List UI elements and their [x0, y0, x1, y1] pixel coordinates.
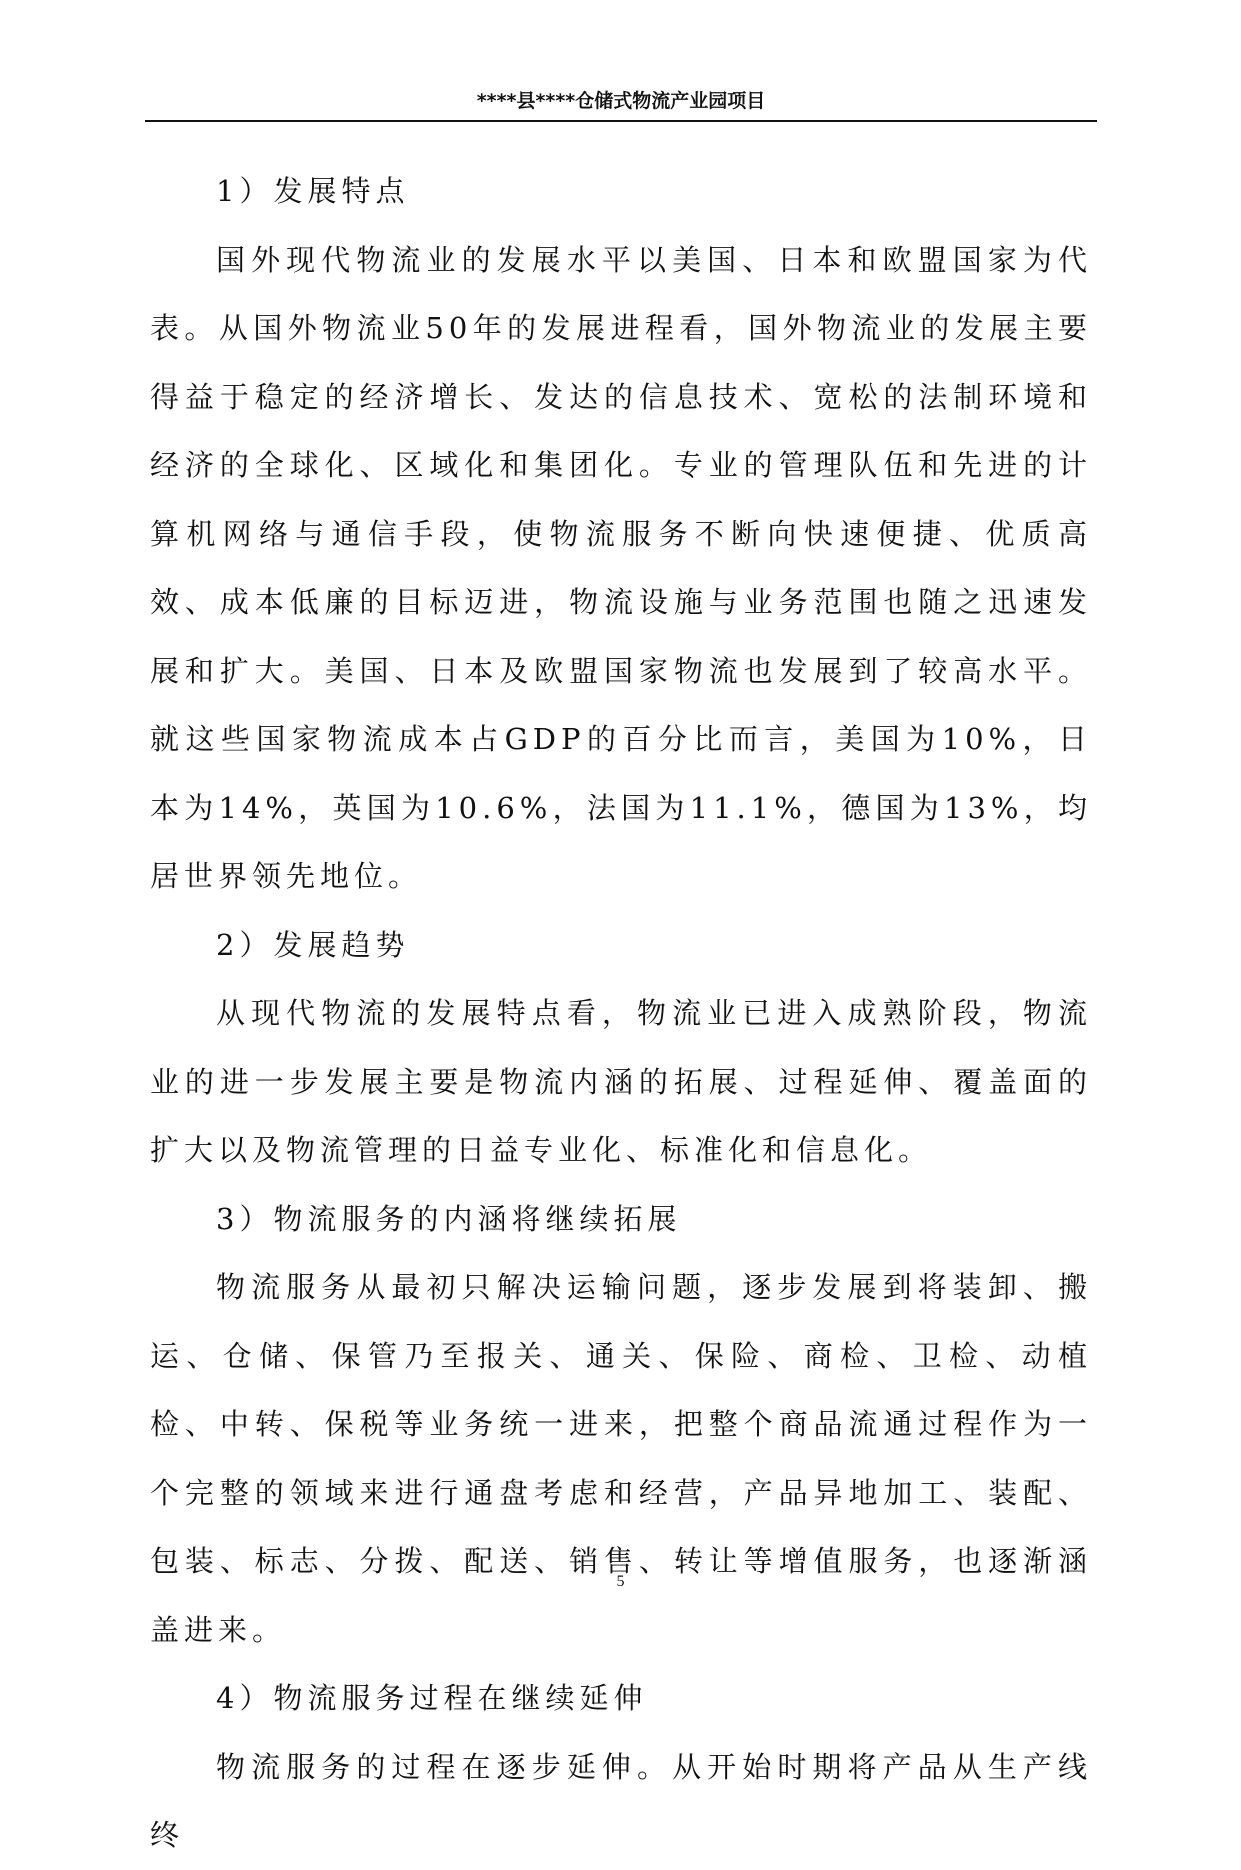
paragraph-development-trends: 从现代物流的发展特点看，物流业已进入成熟阶段，物流业的进一步发展主要是物流内涵的拓展、过程延伸、覆盖面的扩大以及物流管理的日益专业化、标准化和信息化。: [150, 996, 1092, 1167]
paragraph-service-scope: 物流服务从最初只解决运输问题，逐步发展到将装卸、搬运、仓储、保管乃至报关、通关、保险、商检、卫检、动植检、中转、保税等业务统一进来，把整个商品流通过程作为一个完整的领域来进行通盘考虑和经营，产品异地加工、装配、包装、标志、分拨、配送、销售、转让等增值服务，也逐渐涵盖进来。: [150, 1270, 1092, 1647]
section-heading-service-scope: 3）物流服务的内涵将继续拓展: [216, 1201, 682, 1236]
page-number: 5: [616, 1573, 625, 1590]
document-body: [150, 157, 1092, 1870]
section-heading-development-features: 1）发展特点: [216, 174, 410, 208]
header-divider: [145, 120, 1097, 122]
paragraph-foreign-logistics: 国外现代物流业的发展水平以美国、日本和欧盟国家为代表。从国外物流业50年的发展进程看，国外物流业的发展主要得益于稳定的经济增长、发达的信息技术、宽松的法制环境和经济的全球化、区域化和集团化。专业的管理队伍和先进的计算机网络与通信手段，使物流服务不断向快速便捷、优质高效、成本低廉的目标迈进，物流设施与业务范围也随之迅速发展和扩大。美国、日本及欧盟国家物流也发展到了较高水平。就这些国家物流成本占GDP的百分比而言，美国为10%，日本为14%，英国为10.6%，法国为11.1%，德国为13%，均居世界领先地位。: [150, 242, 1092, 893]
paragraph-service-process: 物流服务的过程在逐步延伸。从开始时期将产品从生产线终: [150, 1749, 1092, 1852]
section-heading-service-process: 4）物流服务过程在继续延伸: [216, 1681, 648, 1715]
section-heading-development-trends: 2）发展趋势: [216, 927, 410, 962]
page-header-title: ****县****仓储式物流产业园项目: [476, 90, 766, 112]
